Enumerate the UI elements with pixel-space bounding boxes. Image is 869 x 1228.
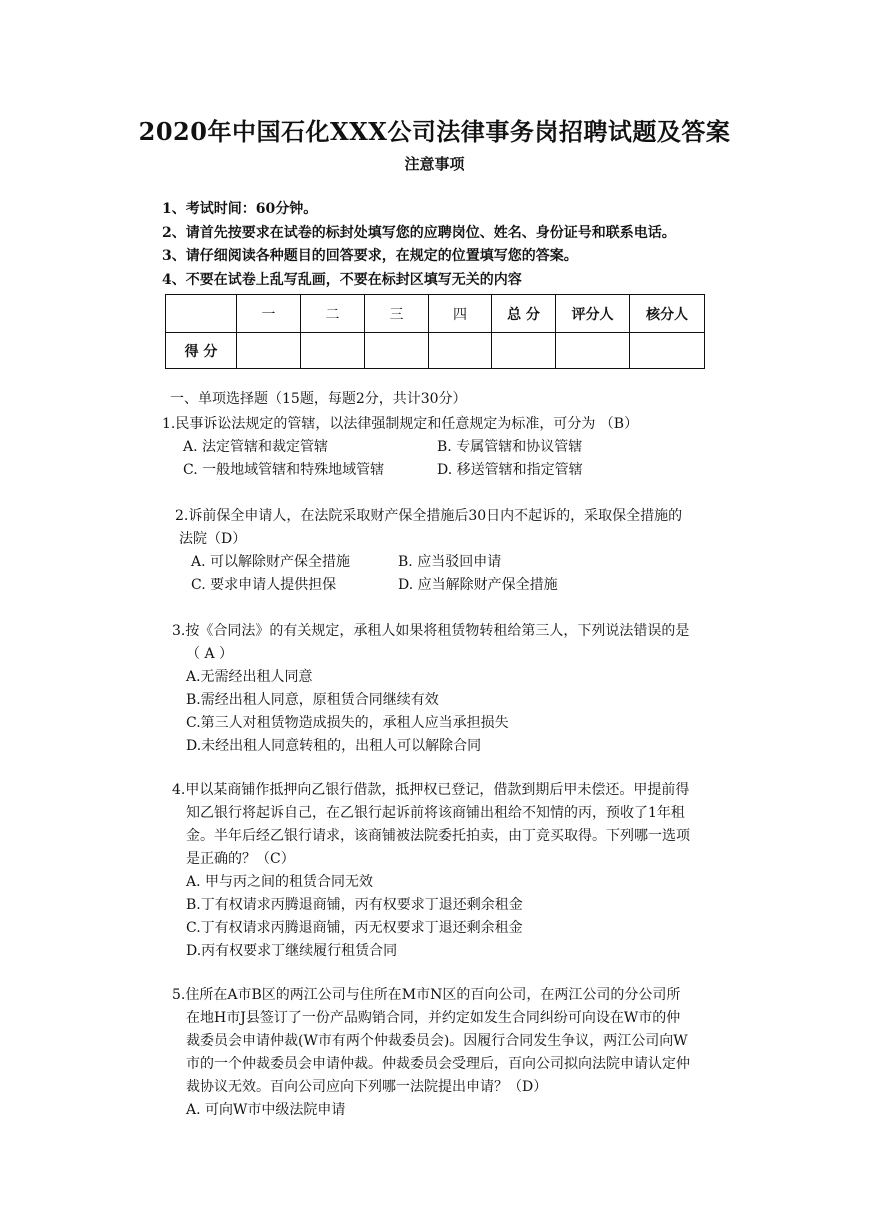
question-stem-cont: 裁协议无效。百向公司应向下列哪一法院提出申请？（D） <box>186 1079 548 1095</box>
document-subtitle: 注意事项 <box>404 155 465 173</box>
score-cell <box>429 333 492 369</box>
score-table-header-row <box>166 295 705 333</box>
score-table-corner-cell <box>166 295 237 333</box>
notice-item: 4、不要在试卷上乱写乱画，不要在标封区填写无关的内容 <box>162 271 522 288</box>
document-title: 2020年中国石化XXX公司法律事务岗招聘试题及答案 <box>138 117 731 146</box>
notice-item: 1、考试时间：60分钟。 <box>162 201 318 217</box>
notice-item: 3、请仔细阅读各种题目的回答要求，在规定的位置填写您的答案。 <box>162 248 578 264</box>
question-4 <box>172 779 690 963</box>
notice-list <box>162 198 676 292</box>
option-a: A. 可向W市中级法院申请 <box>186 1102 346 1118</box>
option-row <box>162 459 638 482</box>
question-1 <box>162 413 638 482</box>
question-stem: 3.按《合同法》的有关规定，承租人如果将租赁物转租给第三人，下列说法错误的是 <box>172 623 690 639</box>
score-table-score-row <box>166 333 705 369</box>
option-c: C. 要求申请人提供担保 <box>191 577 337 593</box>
option-b: B.需经出租人同意，原租赁合同继续有效 <box>186 692 439 708</box>
option-a: A. 法定管辖和裁定管辖 <box>183 439 329 455</box>
score-cell <box>365 333 429 369</box>
option-row <box>162 436 638 459</box>
question-stem-cont: 法院（D） <box>179 531 247 547</box>
question-3 <box>172 620 689 758</box>
score-table <box>165 294 705 369</box>
score-table-header-cell: 三 <box>365 295 429 333</box>
score-table-header-cell: 总 分 <box>492 295 556 333</box>
option-a: A. 可以解除财产保全措施 <box>191 554 351 570</box>
score-table-header-cell: 一 <box>237 295 301 333</box>
question-stem-cont: 金。半年后经乙银行请求，该商铺被法院委托拍卖，由丁竞买取得。下列哪一选项 <box>186 828 690 844</box>
option-row <box>175 574 682 597</box>
question-stem-cont: 知乙银行将起诉自己，在乙银行起诉前将该商铺出租给不知情的丙，预收了1年租 <box>186 805 685 821</box>
score-cell <box>492 333 556 369</box>
question-5 <box>172 984 690 1122</box>
question-stem-cont: 是正确的？（C） <box>186 851 295 867</box>
option-d: D.丙有权要求丁继续履行租赁合同 <box>186 943 398 959</box>
notice-item: 2、请首先按要求在试卷的标封处填写您的应聘岗位、姓名、身份证号和联系电话。 <box>162 224 676 241</box>
question-stem-cont: （ A ） <box>186 646 234 662</box>
question-stem: 2.诉前保全申请人，在法院采取财产保全措施后30日内不起诉的，采取保全措施的 <box>175 508 683 524</box>
question-stem-cont: 裁委员会申请仲裁(W市有两个仲裁委员会)。因履行合同发生争议，两江公司向W <box>186 1033 688 1049</box>
option-b: B. 专属管辖和协议管辖 <box>437 439 583 455</box>
score-cell <box>630 333 705 369</box>
option-d: D. 移送管辖和指定管辖 <box>437 462 583 478</box>
score-cell <box>237 333 301 369</box>
score-cell <box>556 333 630 369</box>
option-a: A. 甲与丙之间的租赁合同无效 <box>186 874 374 890</box>
option-b: B. 应当驳回申请 <box>398 554 502 570</box>
option-b: B.丁有权请求丙腾退商铺，丙有权要求丁退还剩余租金 <box>186 897 523 913</box>
question-stem: 5.住所在A市B区的两江公司与住所在M市N区的百向公司，在两江公司的分公司所 <box>172 987 681 1003</box>
option-row <box>175 551 682 574</box>
option-d: D. 应当解除财产保全措施 <box>398 577 558 593</box>
option-c: C.第三人对租赁物造成损失的，承租人应当承担损失 <box>186 715 509 731</box>
section-heading: 一、单项选择题（15题，每题2分，共计30分） <box>170 391 467 407</box>
score-table-header-cell: 核分人 <box>630 295 705 333</box>
option-d: D.未经出租人同意转租的，出租人可以解除合同 <box>186 738 482 754</box>
question-stem: 1.民事诉讼法规定的管辖，以法律强制规定和任意规定为标准，可分为 （B） <box>162 416 639 432</box>
option-a: A.无需经出租人同意 <box>186 669 313 685</box>
question-2 <box>175 505 682 597</box>
score-table-header-cell: 二 <box>301 295 365 333</box>
question-stem-cont: 在地H市J县签订了一份产品购销合同，并约定如发生合同纠纷可向设在W市的仲 <box>186 1010 681 1026</box>
score-row-label: 得 分 <box>166 333 237 369</box>
question-stem-cont: 市的一个仲裁委员会申请仲裁。仲裁委员会受理后，百向公司拟向法院申请认定仲 <box>186 1056 690 1072</box>
option-c: C.丁有权请求丙腾退商铺，丙无权要求丁退还剩余租金 <box>186 920 523 936</box>
question-stem: 4.甲以某商铺作抵押向乙银行借款，抵押权已登记，借款到期后甲未偿还。甲提前得 <box>172 782 690 798</box>
score-table-header-cell: 评分人 <box>556 295 630 333</box>
option-c: C. 一般地域管辖和特殊地域管辖 <box>183 462 385 478</box>
score-cell <box>301 333 365 369</box>
score-table-header-cell: 四 <box>429 295 492 333</box>
